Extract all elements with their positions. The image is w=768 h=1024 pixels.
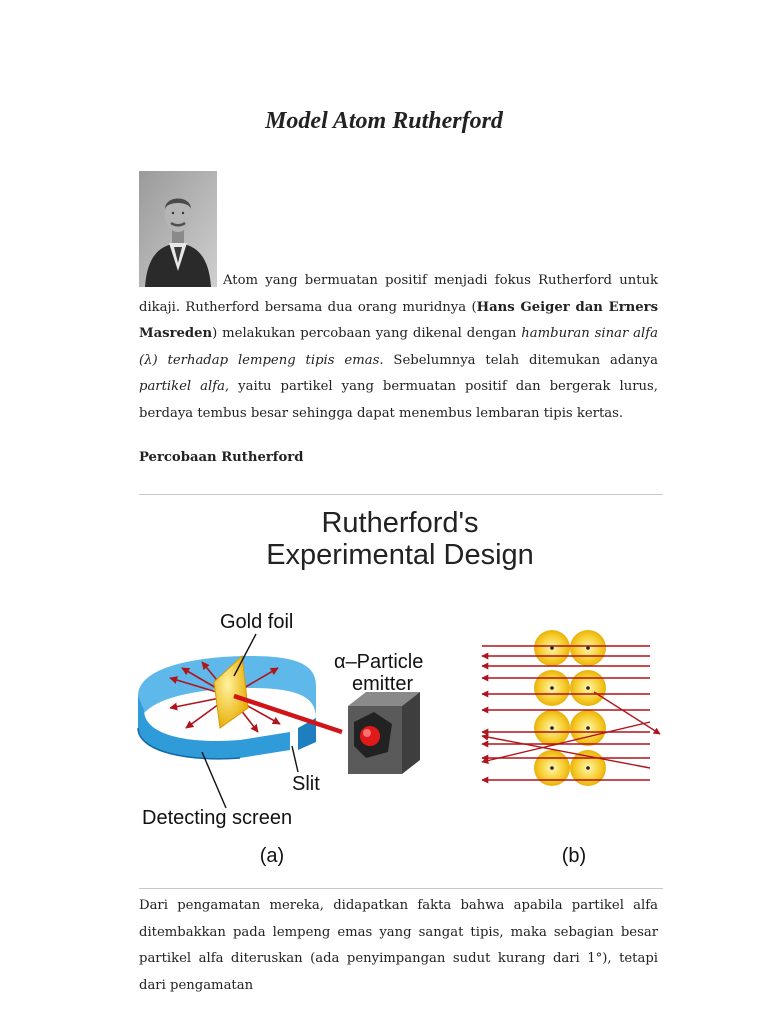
label-slit: Slit [292,773,320,795]
pointer-detecting-screen [202,752,226,808]
intro-paragraph: Atom yang bermuatan positif menjadi fokus Rutherford untuk dikaji. Rutherford bersama dua orang muridnya (Hans Geiger dan Erners Masreden) melakukan percobaan yang dikenal dengan hamburan sinar alfa (λ) terhadap lempeng tipis emas. Sebelumnya telah ditemukan adanya partikel alfa, yaitu partikel yang bermuatan positif dan bergerak lurus, berdaya tembus besar sehingga dapat menembus lembaran tipis kertas. [139,273,658,421]
page-title: Model Atom Rutherford [265,108,503,134]
figure-title-line1: Rutherford's [321,507,479,539]
observation-paragraph: Dari pengamatan mereka, didapatkan fakta bahwa apabila partikel alfa ditembakkan pada lempeng emas yang sangat tipis, maka sebagian besar partikel alfa diteruskan (ada penyimpangan sudut kurang dari 1°), tetapi dari pengamatan [139,898,658,993]
label-emitter-line1: α–Particle [334,651,424,673]
gold-atoms [534,630,606,786]
label-emitter-line2: emitter [352,673,414,695]
divider-top [139,494,663,495]
caption-a: (a) [259,845,285,867]
divider-bottom [139,888,663,889]
caption-b: (b) [561,845,587,867]
alpha-beam [234,696,342,732]
pointer-slit [292,746,298,772]
section-heading: Percobaan Rutherford [139,450,304,465]
alpha-emitter [348,692,420,774]
figure-title-line2: Experimental Design [266,539,534,571]
label-gold-foil: Gold foil [220,611,294,633]
particle-paths [482,646,660,780]
experiment-figure [130,496,670,886]
label-detecting-screen: Detecting screen [142,807,293,829]
